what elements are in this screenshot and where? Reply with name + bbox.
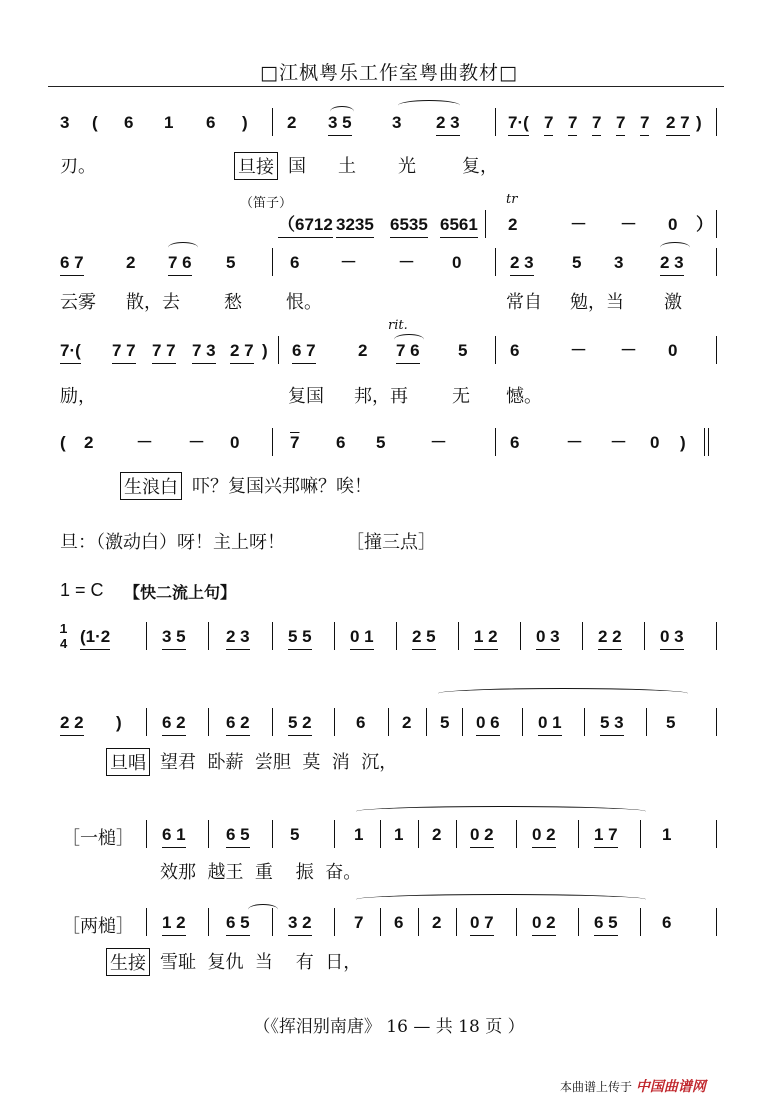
barline bbox=[380, 820, 381, 848]
barline bbox=[426, 708, 427, 736]
barline bbox=[396, 622, 397, 650]
barline bbox=[644, 622, 645, 650]
barline bbox=[146, 622, 147, 650]
role-cue: 旦接 bbox=[234, 152, 278, 180]
barline bbox=[485, 210, 486, 238]
role-cue: 生接 bbox=[106, 948, 150, 976]
barline bbox=[716, 908, 717, 936]
barline bbox=[272, 820, 273, 848]
score-line-5: ( 2 － － 0 7 6 5 － 6 － － 0 ) bbox=[40, 424, 740, 464]
barline bbox=[208, 622, 209, 650]
barline bbox=[146, 820, 147, 848]
note: 7 bbox=[568, 112, 577, 136]
barline bbox=[272, 428, 273, 456]
note: 3 bbox=[392, 113, 402, 132]
barline bbox=[208, 708, 209, 736]
barline bbox=[272, 248, 273, 276]
score-line-8: 6 1 6 5 5 1 1 2 0 2 0 2 1 7 1 bbox=[40, 816, 740, 856]
barline bbox=[584, 708, 585, 736]
barline bbox=[456, 908, 457, 936]
role-cue: 生浪白 bbox=[120, 472, 182, 500]
note: 1 bbox=[164, 113, 174, 132]
barline bbox=[388, 708, 389, 736]
barline bbox=[208, 820, 209, 848]
note: ) bbox=[242, 113, 248, 132]
barline bbox=[716, 820, 717, 848]
score-line-7: 2 2 ) 6 2 6 2 5 2 6 2 5 0 6 0 1 5 3 5 bbox=[40, 704, 740, 744]
lyrics-line-4: 励， 复国 邦，再 无 憾。 bbox=[60, 386, 542, 407]
barline bbox=[208, 908, 209, 936]
note: 7 bbox=[544, 112, 553, 136]
slur bbox=[394, 334, 424, 345]
note: 7 bbox=[616, 112, 625, 136]
tune-name: 【快二流上句】 bbox=[124, 583, 237, 602]
note: 6 bbox=[206, 113, 216, 132]
lyrics-line-1: 刃。 旦接 国 土 光 复， bbox=[40, 150, 740, 180]
slur bbox=[398, 100, 460, 111]
barline bbox=[272, 622, 273, 650]
header-rule bbox=[48, 86, 724, 87]
barline bbox=[278, 336, 279, 364]
barline bbox=[495, 336, 496, 364]
barline bbox=[272, 108, 273, 136]
barline bbox=[495, 428, 496, 456]
lyrics-line-3: 云雾 散，去 愁 恨。 常自 勉，当 激 bbox=[60, 292, 682, 313]
slur bbox=[660, 242, 690, 253]
percussion-cue: ［撞三点］ bbox=[346, 532, 436, 553]
note: ( bbox=[92, 113, 98, 132]
site-logo: 中国曲谱网 bbox=[635, 1079, 706, 1095]
barline bbox=[146, 708, 147, 736]
score-line-1 bbox=[40, 104, 740, 144]
barline bbox=[522, 708, 523, 736]
barline bbox=[272, 708, 273, 736]
lyrics-line-9: 生接 雪耻 复仇 当 有 日， bbox=[40, 946, 740, 976]
end-barline bbox=[704, 428, 705, 456]
barline bbox=[716, 336, 717, 364]
barline bbox=[520, 622, 521, 650]
barline bbox=[495, 248, 496, 276]
note: 3 bbox=[60, 113, 70, 132]
dialog-line: 旦：（激动白）呀！主上呀！ bbox=[60, 532, 285, 553]
barline bbox=[272, 908, 273, 936]
barline bbox=[495, 108, 496, 136]
instrument-label: （笛子） bbox=[240, 196, 293, 211]
note: 7 bbox=[592, 112, 601, 136]
note: 2 7 bbox=[666, 112, 690, 136]
score-line-3: 6 7 2 7 6 5 6 － － 0 2 3 5 3 2 3 bbox=[40, 244, 740, 284]
trill-mark: tr bbox=[506, 192, 518, 207]
barline bbox=[334, 908, 335, 936]
note: 6 bbox=[124, 113, 134, 132]
key-signature: 1 = C bbox=[60, 580, 104, 600]
page-footer: （《挥泪别南唐》 16 — 共 18 页 ） bbox=[253, 1017, 525, 1037]
barline bbox=[516, 820, 517, 848]
note: 2 bbox=[287, 113, 297, 132]
barline bbox=[516, 908, 517, 936]
barline bbox=[456, 820, 457, 848]
barline bbox=[578, 820, 579, 848]
barline bbox=[462, 708, 463, 736]
page-header: □江枫粤乐工作室粤曲教材□ bbox=[260, 62, 518, 84]
note: 7 bbox=[640, 112, 649, 136]
barline bbox=[418, 908, 419, 936]
slur bbox=[168, 242, 198, 253]
flute-line: （6712 3235 6535 6561 2 － － 0 ） bbox=[40, 206, 740, 246]
barline bbox=[716, 248, 717, 276]
barline bbox=[334, 622, 335, 650]
barline bbox=[640, 908, 641, 936]
score-line-4: 7·( 7 7 7 7 7 3 2 7 ) 6 7 2 7 6 5 6 － － 0 bbox=[40, 332, 740, 372]
watermark: 本曲谱上传于 中国曲谱网 bbox=[560, 1079, 706, 1095]
barline bbox=[716, 622, 717, 650]
role-cue: 旦唱 bbox=[106, 748, 150, 776]
lyrics-line-7: 旦唱 望君 卧薪 尝胆 莫 消 沉， bbox=[40, 746, 740, 776]
barline bbox=[640, 820, 641, 848]
barline bbox=[582, 622, 583, 650]
score-line-6: 1 4 (1·2 3 5 2 3 5 5 0 1 2 5 1 2 0 3 2 2 0 3 bbox=[40, 618, 740, 658]
note: 3 5 bbox=[328, 112, 352, 136]
rit-mark: rit. bbox=[388, 318, 408, 333]
slur bbox=[438, 688, 688, 699]
barline bbox=[334, 820, 335, 848]
lyrics-line-8: 效那 越王 重 振 奋。 bbox=[160, 862, 362, 883]
barline bbox=[716, 108, 717, 136]
score-line-9: 1 2 6 5 3 2 7 6 2 0 7 0 2 6 5 6 bbox=[40, 904, 740, 944]
barline bbox=[146, 908, 147, 936]
speech-line: 生浪白 吓？复国兴邦嘛？唉！ bbox=[40, 470, 740, 500]
percussion-cue: ［两槌］ bbox=[62, 916, 134, 937]
note: 2 3 bbox=[436, 112, 460, 136]
barline bbox=[646, 708, 647, 736]
barline bbox=[380, 908, 381, 936]
barline bbox=[458, 622, 459, 650]
note: 7·( bbox=[508, 112, 529, 136]
barline bbox=[418, 820, 419, 848]
note: ) bbox=[696, 113, 702, 132]
barline bbox=[334, 708, 335, 736]
barline bbox=[578, 908, 579, 936]
percussion-cue: ［一槌］ bbox=[62, 828, 134, 849]
slur bbox=[330, 106, 354, 117]
barline bbox=[716, 210, 717, 238]
barline bbox=[716, 708, 717, 736]
